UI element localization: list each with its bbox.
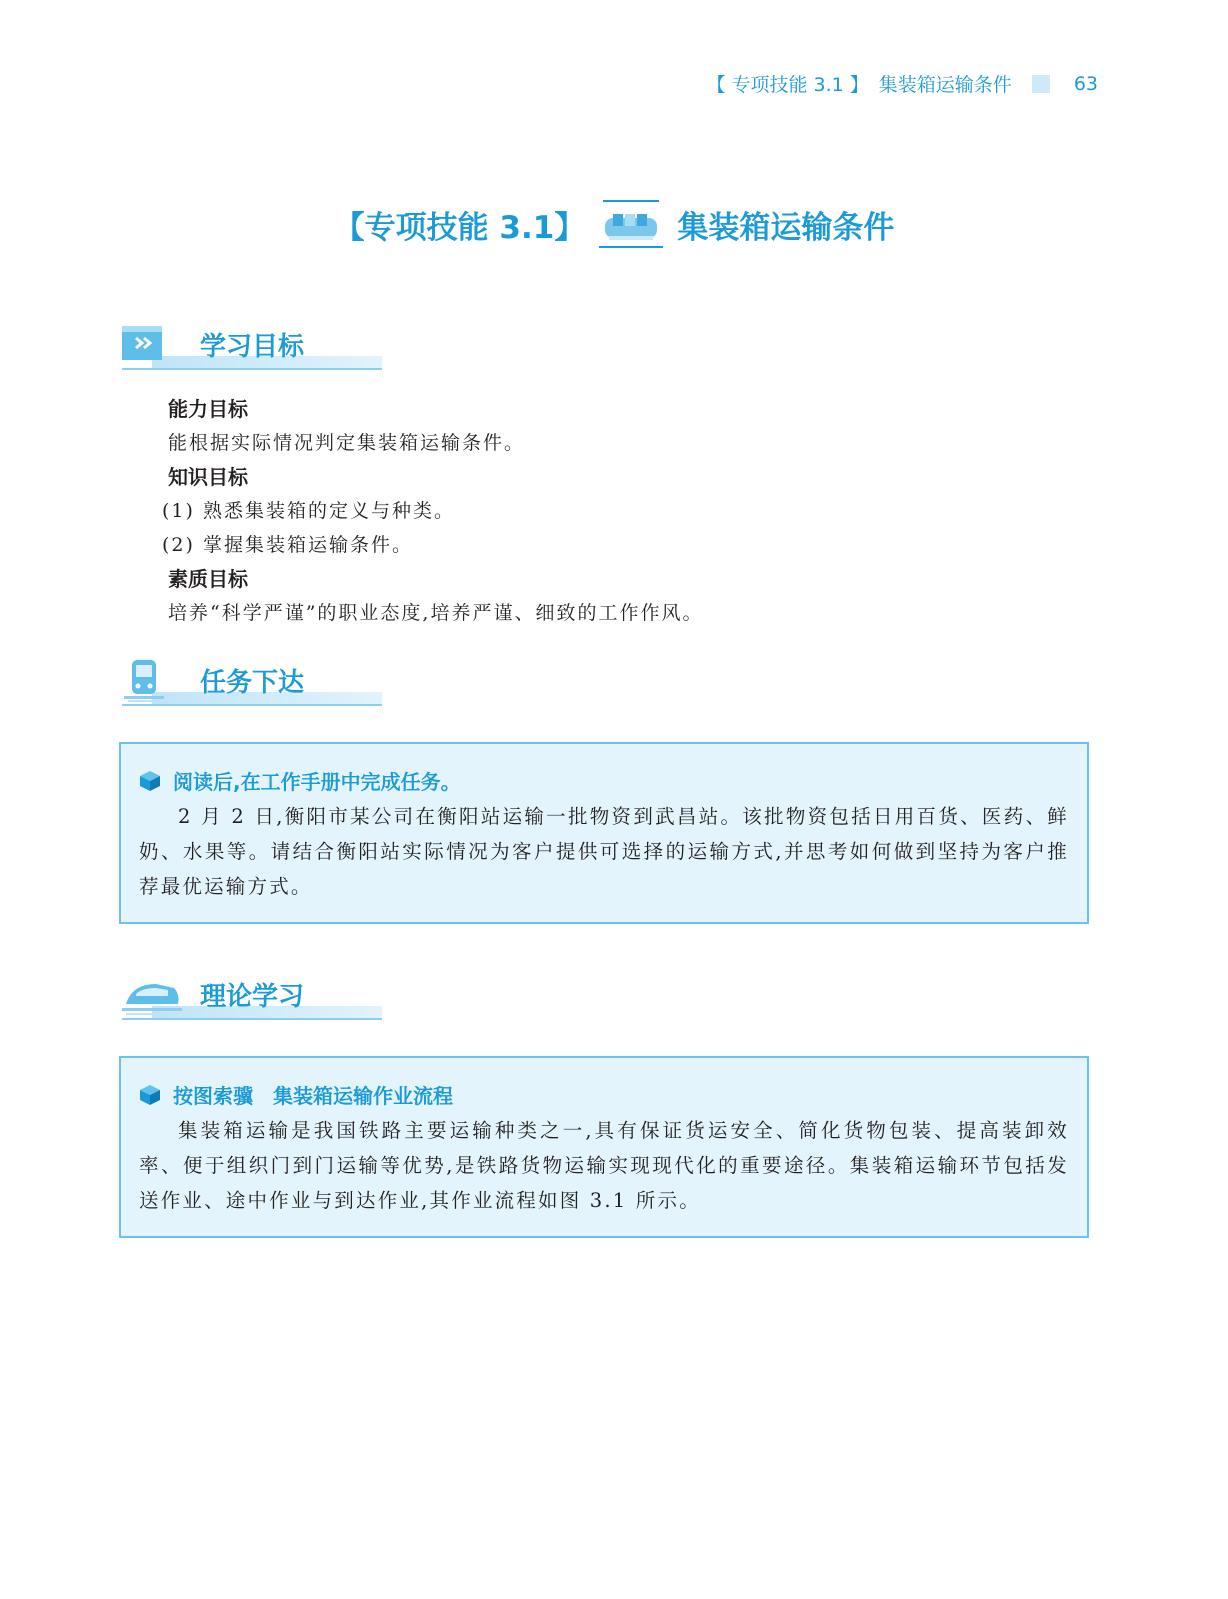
section-task-heading bbox=[122, 656, 382, 706]
running-header-section: 【 专项技能 3.1 】 bbox=[706, 74, 869, 96]
container-ship-icon bbox=[599, 196, 663, 252]
theory-box-title bbox=[139, 1080, 1069, 1109]
cube-icon bbox=[139, 1084, 161, 1106]
train-front-icon bbox=[122, 660, 166, 700]
objectives-content bbox=[162, 392, 1088, 630]
section-theory-label: 理论学习 bbox=[200, 982, 305, 1012]
knowledge-item: (1) 熟悉集装箱的定义与种类。 bbox=[162, 500, 455, 522]
header-square-icon bbox=[1032, 75, 1050, 93]
task-box-title bbox=[139, 766, 1069, 795]
section-objectives-heading bbox=[122, 320, 382, 370]
knowledge-item: (2) 掌握集装箱运输条件。 bbox=[162, 534, 413, 556]
knowledge-heading: 知识目标 bbox=[168, 465, 248, 489]
page-number: 63 bbox=[1073, 72, 1098, 95]
arrow-tag-icon bbox=[122, 324, 166, 364]
high-speed-train-icon bbox=[122, 974, 182, 1014]
chapter-title-text: 集装箱运输条件 bbox=[677, 209, 895, 246]
task-box-text: 2 月 2 日,衡阳市某公司在衡阳站运输一批物资到武昌站。该批物资包括日用百货、医药、鲜奶、水果等。请结合衡阳站实际情况为客户提供可选择的运输方式,并思考如何做到坚持为客户推荐最优运输方式。 bbox=[139, 805, 1069, 898]
ability-text: 能根据实际情况判定集装箱运输条件。 bbox=[168, 432, 526, 454]
running-header-title: 集装箱运输条件 bbox=[878, 74, 1012, 96]
task-box-title-text: 阅读后,在工作手册中完成任务。 bbox=[173, 770, 461, 794]
section-theory-heading bbox=[122, 970, 382, 1020]
quality-text: 培养“科学严谨”的职业态度,培养严谨、细致的工作作风。 bbox=[168, 602, 704, 624]
cube-icon bbox=[139, 770, 161, 792]
running-header bbox=[706, 70, 1098, 97]
theory-box bbox=[119, 1056, 1089, 1238]
ability-heading: 能力目标 bbox=[168, 397, 248, 421]
task-box bbox=[119, 742, 1089, 924]
chapter-title bbox=[0, 196, 1228, 252]
section-task-label: 任务下达 bbox=[200, 668, 305, 698]
theory-box-title-text: 按图索骥 集装箱运输作业流程 bbox=[173, 1084, 453, 1108]
quality-heading: 素质目标 bbox=[168, 567, 248, 591]
theory-box-text: 集装箱运输是我国铁路主要运输种类之一,具有保证货运安全、简化货物包装、提高装卸效率、便于组织门到门运输等优势,是铁路货物运输实现现代化的重要途径。集装箱运输环节包括发送作业、途中作业与到达作业,其作业流程如图 3.1 所示。 bbox=[139, 1119, 1069, 1212]
chapter-label: 【专项技能 3.1】 bbox=[333, 209, 586, 246]
section-objectives-label: 学习目标 bbox=[200, 332, 305, 362]
